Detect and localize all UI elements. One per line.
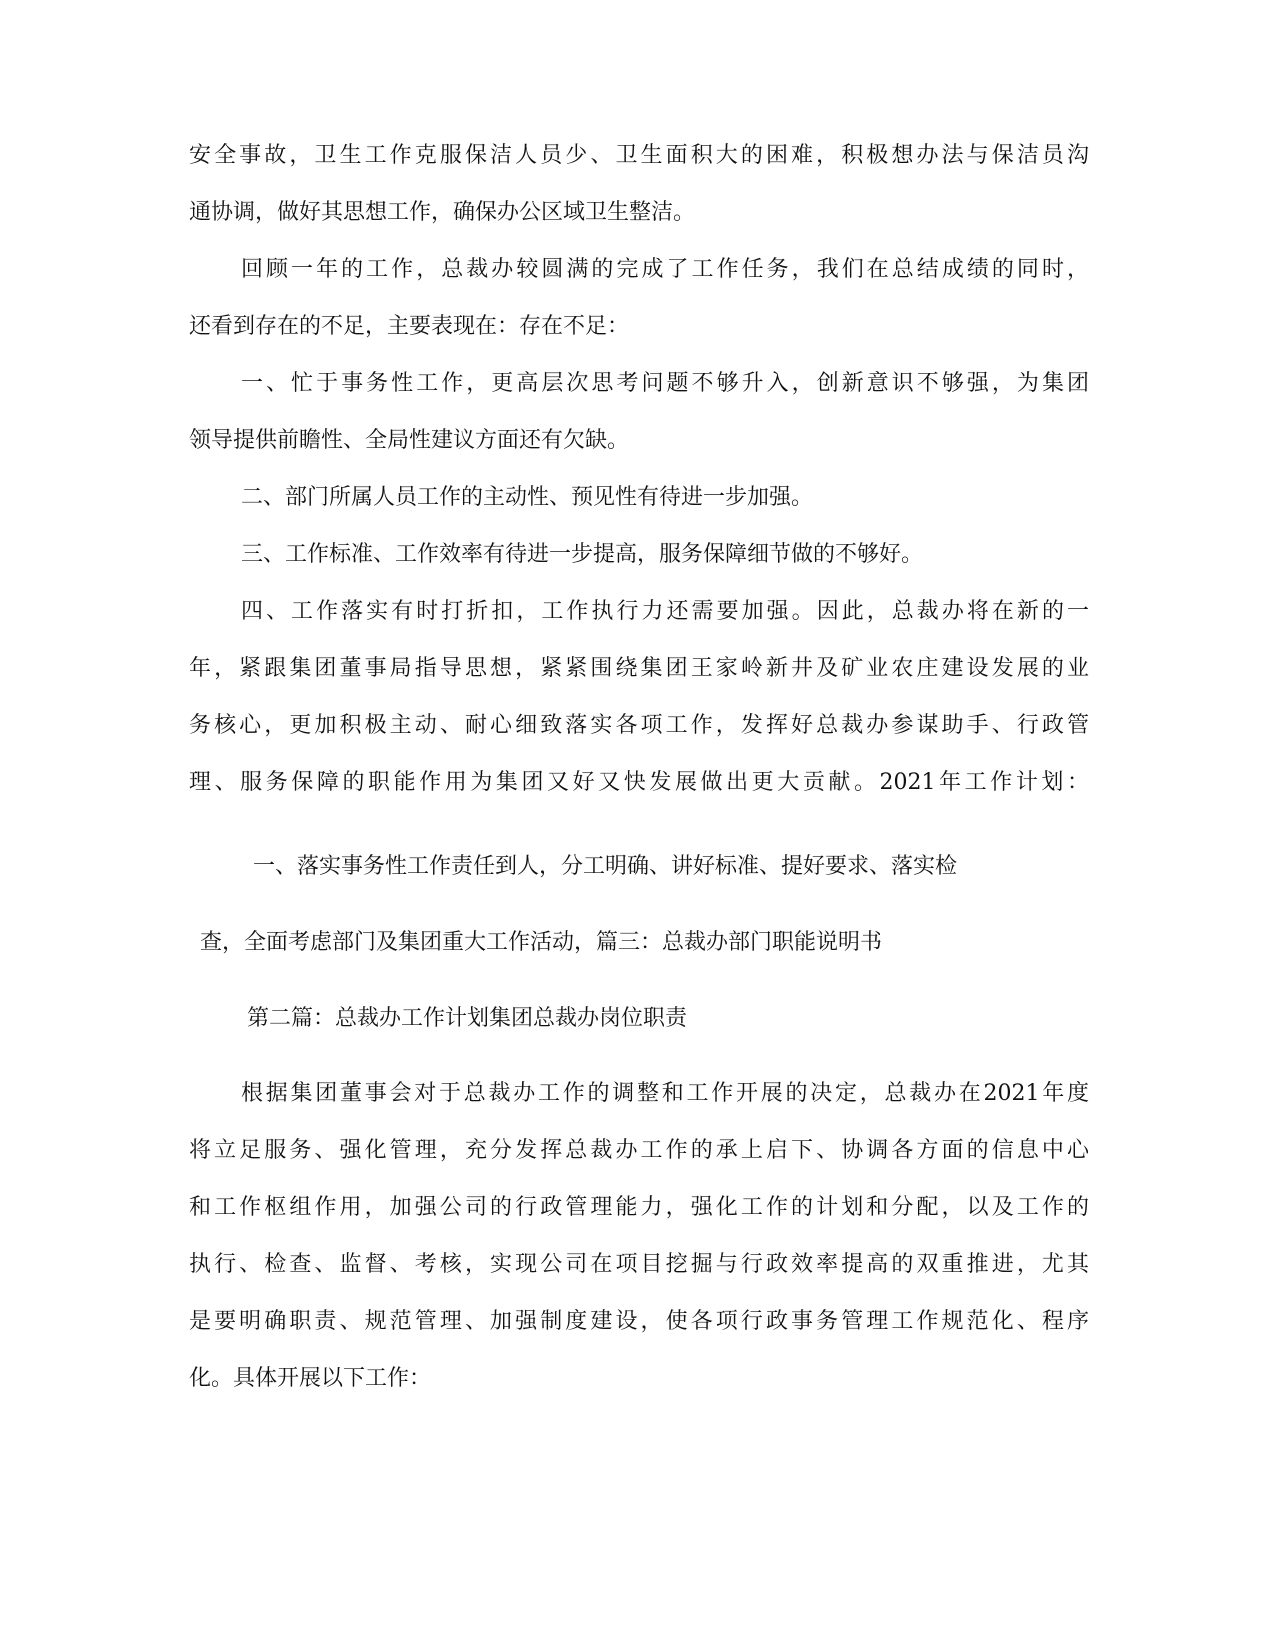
paragraph-line: 化。具体开展以下工作： [189,1366,432,1391]
paragraph-line: 三、工作标准、工作效率有待进一步提高，服务保障细节做的不够好。 [241,542,924,567]
paragraph-line: 安全事故，卫生工作克服保洁人员少、卫生面积大的困难，积极想办法与保洁员沟 [189,143,1089,168]
paragraph-line: 回顾一年的工作，总裁办较圆满的完成了工作任务，我们在总结成绩的同时， [241,257,1089,282]
paragraph-line: 领导提供前瞻性、全局性建议方面还有欠缺。 [189,428,630,453]
paragraph-line: 年，紧跟集团董事局指导思想，紧紧围绕集团王家岭新井及矿业农庄建设发展的业 [189,656,1089,681]
paragraph-line: 和工作枢组作用，加强公司的行政管理能力，强化工作的计划和分配，以及工作的 [189,1195,1089,1220]
section-heading: 第二篇：总裁办工作计划集团总裁办岗位职责 [247,1006,688,1031]
paragraph-line: 查，全面考虑部门及集团重大工作活动，篇三：总裁办部门职能说明书 [200,930,883,955]
paragraph-line: 二、部门所属人员工作的主动性、预见性有待进一步加强。 [241,485,814,510]
paragraph-line: 四、工作落实有时打折扣，工作执行力还需要加强。因此，总裁办将在新的一 [241,599,1089,624]
paragraph-line: 根据集团董事会对于总裁办工作的调整和工作开展的决定，总裁办在2021年度 [241,1081,1089,1106]
paragraph-line: 还看到存在的不足，主要表现在：存在不足： [189,314,630,339]
paragraph-line: 是要明确职责、规范管理、加强制度建设，使各项行政事务管理工作规范化、程序 [189,1309,1089,1334]
paragraph-line: 通协调，做好其思想工作，确保办公区域卫生整洁。 [189,200,696,225]
paragraph-line: 将立足服务、强化管理，充分发挥总裁办工作的承上启下、协调各方面的信息中心 [189,1138,1089,1163]
paragraph-line: 一、落实事务性工作责任到人，分工明确、讲好标准、提好要求、落实检 [253,854,958,879]
paragraph-line: 执行、检查、监督、考核，实现公司在项目挖掘与行政效率提高的双重推进，尤其 [189,1252,1089,1277]
paragraph-line: 理、服务保障的职能作用为集团又好又快发展做出更大贡献。2021年工作计划： [189,770,1089,795]
paragraph-line: 一、忙于事务性工作，更高层次思考问题不够升入，创新意识不够强，为集团 [241,371,1089,396]
paragraph-line: 务核心，更加积极主动、耐心细致落实各项工作，发挥好总裁办参谋助手、行政管 [189,713,1089,738]
